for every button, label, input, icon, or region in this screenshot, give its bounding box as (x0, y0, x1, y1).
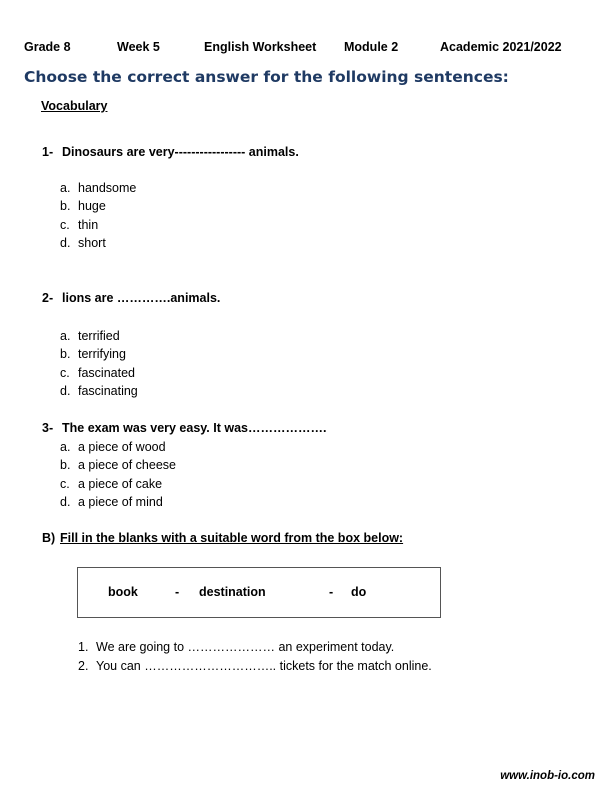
fill-sentence (78, 638, 432, 657)
option-text: short (78, 236, 106, 251)
option-text: handsome (78, 181, 137, 195)
question-1-text: Dinosaurs are very----------------- animals. (62, 145, 299, 159)
sentence-number: 2. (78, 658, 89, 673)
option-letter: a. (60, 440, 71, 454)
option-letter: d. (60, 236, 71, 251)
option-text: fascinated (78, 365, 135, 380)
option-item (60, 475, 176, 493)
header-subject: English Worksheet (204, 40, 317, 54)
option-text: a piece of cheese (78, 458, 176, 473)
option-letter: d. (60, 384, 71, 399)
option-text: a piece of cake (78, 476, 163, 491)
fill-sentence (78, 657, 432, 676)
option-text: thin (78, 217, 99, 232)
vocabulary-heading: Vocabulary (41, 99, 108, 113)
option-item (60, 493, 176, 511)
question-2-text: lions are ………….animals. (62, 291, 221, 305)
word-box-word: do (351, 585, 367, 599)
option-text: terrified (78, 329, 120, 343)
question-3-number: 3- (42, 421, 54, 435)
question-1-number: 1- (42, 145, 54, 159)
section-b-label: B) (42, 531, 56, 545)
header-grade: Grade 8 (24, 40, 71, 54)
option-item (60, 179, 136, 197)
sentence-text: You can ………………………….. tickets for the match online. (96, 658, 432, 673)
word-box-word: destination (199, 585, 266, 599)
option-text: a piece of wood (78, 440, 166, 454)
question-2-number: 2- (42, 291, 54, 305)
word-box-separator: - (329, 585, 334, 599)
question-1-options (60, 179, 136, 253)
option-letter: b. (60, 458, 71, 473)
option-letter: a. (60, 329, 71, 343)
fill-sentences (78, 638, 432, 675)
word-box-separator: - (175, 585, 180, 599)
option-item (60, 345, 138, 363)
option-item (60, 327, 138, 345)
option-letter: d. (60, 495, 71, 510)
header-academic-year: Academic 2021/2022 (440, 40, 562, 54)
option-item (60, 364, 138, 382)
option-item (60, 438, 176, 456)
question-2-options (60, 327, 138, 401)
option-letter: c. (60, 476, 70, 491)
question-3-options (60, 438, 176, 512)
sentence-number: 1. (78, 640, 89, 654)
option-text: terrifying (78, 347, 126, 362)
header-week: Week 5 (117, 40, 160, 54)
option-item (60, 197, 136, 215)
option-letter: b. (60, 199, 71, 214)
option-item (60, 382, 138, 400)
option-letter: c. (60, 365, 70, 380)
option-item (60, 216, 136, 234)
website-watermark: www.inob-io.com (500, 770, 595, 782)
option-letter: a. (60, 181, 71, 195)
section-b-instruction: Fill in the blanks with a suitable word from the box below: (60, 531, 404, 545)
option-text: huge (78, 199, 106, 214)
word-box-word: book (108, 585, 138, 599)
option-letter: c. (60, 217, 70, 232)
question-3-text: The exam was very easy. It was………………. (62, 421, 327, 435)
option-text: a piece of mind (78, 495, 163, 510)
option-item (60, 234, 136, 252)
option-letter: b. (60, 347, 71, 362)
sentence-text: We are going to ………………… an experiment today. (96, 640, 395, 654)
option-text: fascinating (78, 384, 138, 399)
header-module: Module 2 (344, 40, 399, 54)
page-title: Choose the correct answer for the following sentences: (24, 68, 509, 86)
option-item (60, 456, 176, 474)
